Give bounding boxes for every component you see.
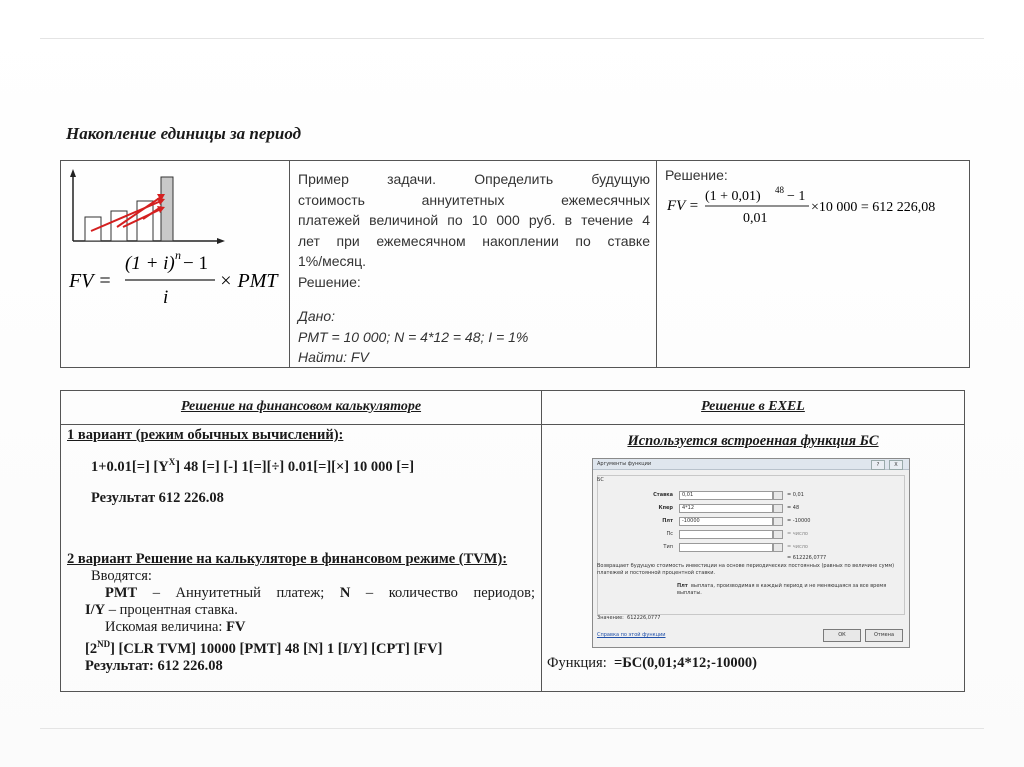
- n-key: N: [339, 584, 351, 601]
- problem-line-1: Пример задачи. Определить будущую: [298, 171, 650, 187]
- dialog-value: 612226,0777: [627, 615, 661, 621]
- variant1-keys-sup: X: [168, 457, 176, 467]
- given-values: PMT = 10 000; N = 4*12 = 48; I = 1%: [298, 328, 529, 345]
- solution-numerator-base: (1 + 0,01): [705, 189, 761, 204]
- problem-cell: [290, 161, 657, 367]
- top-table: [60, 160, 970, 368]
- problem-line-2: стоимость аннуитетных ежемесячных: [298, 191, 650, 208]
- dialog-cancel-button[interactable]: Отмена: [865, 629, 903, 642]
- arg-input-rate[interactable]: [679, 491, 773, 500]
- arg-result-pv: = число: [787, 531, 808, 537]
- arg-result-pmt: = -10000: [787, 518, 811, 524]
- variant2-pmt-line: [67, 585, 535, 602]
- dialog-value-line: [597, 615, 660, 621]
- problem-spacer: [298, 292, 650, 306]
- variant2-keys-a: [2: [85, 640, 98, 657]
- solution-label: Решение:: [665, 167, 728, 183]
- excel-function-value: =БС(0,01;4*12;-10000): [613, 655, 757, 671]
- dialog-description: Возвращает будущую стоимость инвестиции на основе периодических постоянных (равных по величине сумм) платежей и постоянной процентной ставки.: [597, 563, 895, 576]
- formula-numerator-exp: n: [175, 248, 181, 262]
- n-desc: – количество периодов;: [350, 584, 536, 601]
- formula-numerator-tail: − 1: [183, 253, 208, 274]
- dialog-help-link[interactable]: Справка по этой функции: [597, 632, 666, 638]
- arg-ref-rate-button[interactable]: [773, 491, 783, 500]
- pmt-desc: – Аннуитетный платеж;: [137, 584, 340, 601]
- arg-ref-pv-button[interactable]: [773, 530, 783, 539]
- y-axis-arrow: [70, 169, 76, 177]
- sought-value: FV: [226, 618, 246, 635]
- variant1-keys-b: ] 48 [=] [-] 1[=][÷] 0.01[=][×] 10 000 [=]: [175, 458, 415, 475]
- dialog-total-result: = 612226,0777: [787, 555, 827, 561]
- arg-value-nper: 4*12: [682, 505, 695, 511]
- variant2-result: Результат: 612 226.08: [85, 657, 223, 674]
- diagram-cell: [61, 161, 290, 367]
- solution-cell: [657, 161, 969, 367]
- arg-ref-pmt-button[interactable]: [773, 517, 783, 526]
- arg-input-type[interactable]: [679, 543, 773, 552]
- variant2-keys-b: ] [CLR TVM] 10000 [PMT] 48 [N] 1 [I/Y] [CPT] [FV]: [110, 640, 443, 657]
- arg-input-nper[interactable]: [679, 504, 773, 513]
- dialog-param-name: Плт: [677, 583, 688, 589]
- arg-label-rate: Ставка: [653, 492, 673, 498]
- solution-numerator-tail: − 1: [787, 189, 806, 204]
- formula-denominator: i: [163, 287, 169, 308]
- calculator-solution: [67, 427, 535, 675]
- dialog-titlebar: [593, 459, 909, 470]
- dialog-param-text: выплата, производимая в каждый период и не меняющаяся за все время выплаты.: [677, 583, 887, 596]
- arg-input-pmt[interactable]: [679, 517, 773, 526]
- variant2-iy-line: [67, 602, 535, 619]
- arg-result-rate: = 0,01: [787, 492, 804, 498]
- dialog-value-label: Значение:: [597, 615, 624, 621]
- dialog-function-name: БС: [597, 477, 604, 483]
- arg-result-type: = число: [787, 544, 808, 550]
- variant1-keys-a: 1+0.01[=] [Y: [91, 458, 169, 475]
- problem-line-3: платежей величиной по 10 000 руб. в течение 4: [298, 212, 650, 228]
- arg-label-type: Тип: [663, 544, 673, 550]
- variant2-title: 2 вариант Решение на калькуляторе в финансовом режиме (TVM):: [67, 550, 508, 567]
- dialog-ok-button[interactable]: ОК: [823, 629, 861, 642]
- arg-value-pmt: -10000: [682, 518, 700, 524]
- excel-caption: Используется встроенная функция БС: [627, 433, 879, 449]
- arg-input-pv[interactable]: [679, 530, 773, 539]
- dialog-title: Аргументы функции: [597, 461, 652, 467]
- problem-line-4: лет при ежемесячном накоплении по ставке: [298, 232, 650, 249]
- slide-bottom-line: [40, 728, 984, 729]
- dialog-close-button[interactable]: X: [889, 460, 903, 470]
- arg-value-rate: 0,01: [682, 492, 694, 498]
- sought-label: Искомая величина:: [105, 618, 227, 635]
- x-axis-arrow: [217, 238, 225, 244]
- arg-result-nper: = 48: [787, 505, 800, 511]
- page-title: Накопление единицы за период: [66, 124, 302, 143]
- accumulation-diagram: [61, 161, 289, 367]
- solution-denominator: 0,01: [743, 211, 768, 226]
- solution-numerator-exp: 48: [775, 185, 784, 195]
- sought-line: [67, 619, 535, 636]
- solution-formula: [657, 181, 969, 261]
- excel-function-label: Функция:: [547, 655, 607, 671]
- variant2-keys-sup: ND: [97, 638, 111, 649]
- header-calculator: Решение на финансовом калькуляторе: [180, 399, 422, 414]
- arg-label-nper: Кпер: [658, 505, 673, 511]
- formula-numerator-base: (1 + i): [125, 253, 175, 274]
- variant1-result: Результат 612 226.08: [91, 489, 224, 506]
- arg-ref-nper-button[interactable]: [773, 504, 783, 513]
- formula-lhs: FV =: [69, 270, 112, 292]
- variant2-keys: [67, 636, 535, 658]
- iy-desc: – процентная ставка.: [105, 601, 238, 618]
- slide-top-line: [40, 38, 984, 39]
- variant1-keys: [67, 454, 535, 476]
- problem-text: [298, 169, 650, 368]
- arg-label-pmt: Плт: [662, 518, 673, 524]
- variant2-enter: Вводятся:: [91, 567, 152, 584]
- header-excel: Решение в EXEL: [701, 399, 805, 414]
- find-target: Найти: FV: [298, 349, 369, 365]
- solution-lhs: FV =: [667, 198, 699, 214]
- excel-function-line: [547, 655, 757, 672]
- dialog-help-button[interactable]: ?: [871, 460, 885, 470]
- problem-line-5: 1%/месяц.: [298, 253, 367, 269]
- arg-label-pv: Пс: [666, 531, 673, 537]
- variant1-title: 1 вариант (режим обычных вычислений):: [67, 427, 344, 443]
- arg-ref-type-button[interactable]: [773, 543, 783, 552]
- formula-rhs: × PMT: [219, 270, 278, 292]
- dialog-param-desc: [677, 583, 897, 597]
- column-divider: [541, 391, 542, 691]
- function-arguments-dialog: [592, 458, 910, 648]
- bottom-table-header: [61, 391, 964, 425]
- solution-rhs: ×10 000 = 612 226,08: [811, 200, 936, 215]
- given-label: Дано:: [298, 308, 336, 324]
- pmt-key: PMT: [105, 584, 138, 601]
- bar-1: [85, 217, 101, 241]
- iy-key: I/Y: [85, 601, 106, 618]
- problem-solution-label: Решение:: [298, 273, 361, 290]
